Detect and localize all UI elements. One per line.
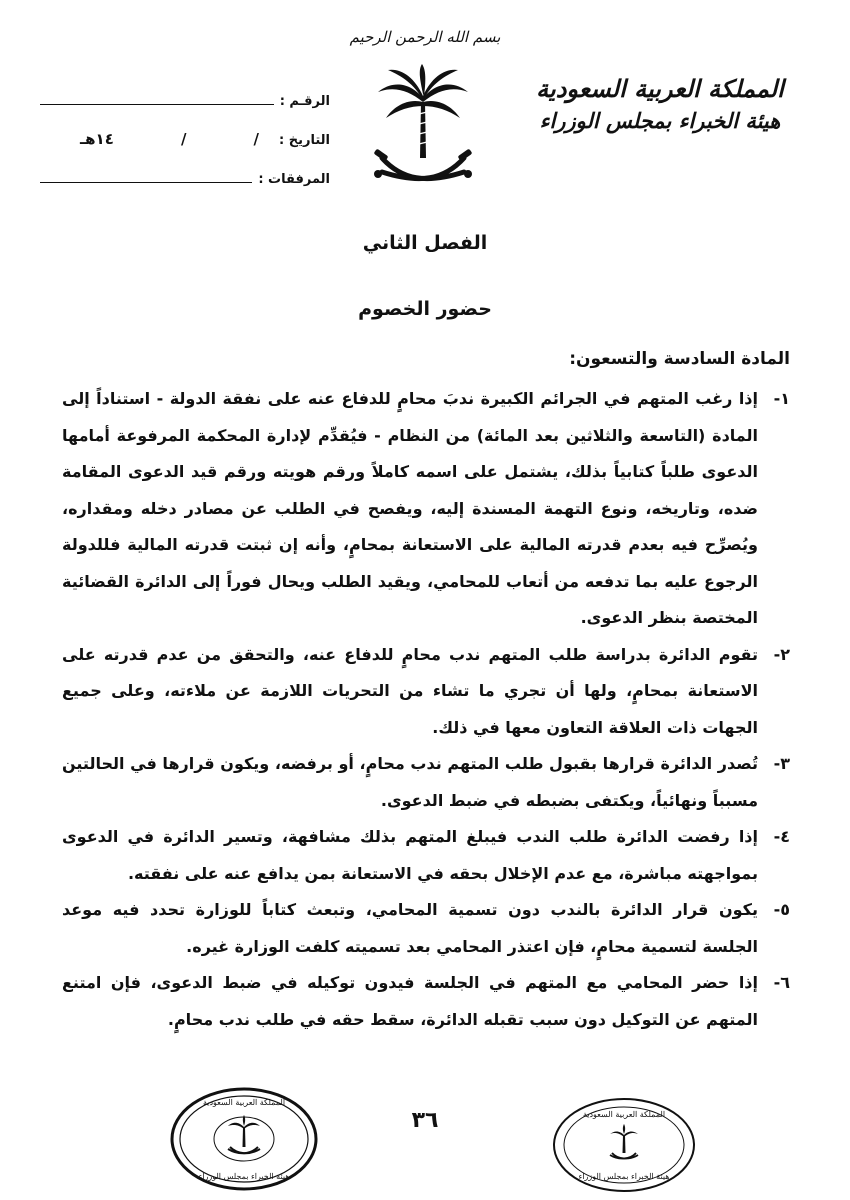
article-item — [62, 746, 790, 819]
article-item — [62, 381, 790, 637]
attachments-row — [40, 148, 330, 187]
seal-right-bottom-text: هيئة الخبراء بمجلس الوزراء — [578, 1172, 670, 1181]
article-item — [62, 819, 790, 892]
attachments-line — [40, 181, 252, 183]
item-number: ٣- — [773, 754, 790, 773]
org-line-country: المملكة العربية السعودية — [536, 74, 784, 103]
palm-and-swords-emblem — [368, 62, 478, 194]
item-text: يكون قرار الدائرة بالندب دون تسمية المحامي، وتبعث كتاباً للوزارة تحدد فيه موعد الجلسة لتسمية محامٍ، فإن اعتذر المحامي بعد تسميته كلفت الوزارة غيره. — [62, 900, 758, 956]
item-text: إذا حضر المحامي مع المتهم في الجلسة فيدون توكيله في ضبط الدعوى، فإن امتنع المتهم عن التوكيل دون سبب تقبله الدائرة، سقط حقه في طلب ندب محامٍ. — [62, 973, 758, 1029]
item-text: تُصدر الدائرة قرارها بقبول طلب المتهم ندب محامٍ، أو برفضه، ويكون قرارها في الحالتين مسبباً ونهائياً، ويكتفى بضبطه في ضبط الدعوى. — [62, 754, 758, 810]
item-number: ١- — [773, 389, 790, 408]
basmala: بسم الله الرحمن الرحيم — [349, 28, 501, 46]
article-body — [62, 345, 790, 1038]
seal-left-top-text: المملكة العربية السعودية — [202, 1098, 286, 1107]
organization-name — [510, 72, 810, 136]
date-label: التاريخ : — [279, 133, 330, 148]
date-suffix: ١٤هـ — [80, 130, 114, 148]
date-slash: / — [253, 130, 260, 148]
date-value — [40, 130, 279, 148]
item-number: ٢- — [773, 644, 790, 664]
item-text: تقوم الدائرة بدراسة طلب المتهم ندب محامٍ للدفاع عنه، والتحقق من عدم قدرته على الاستعانة بمحامٍ، ولها أن تجري ما تشاء من التحريات اللازمة عن ملاءته، وعلى جميع الجهات ذات العلاقة التعاون معها في ذلك. — [62, 644, 758, 737]
item-number: ٤- — [773, 827, 790, 846]
attachments-label: المرفقات : — [258, 172, 330, 187]
official-seal-left — [168, 1085, 320, 1193]
ref-line — [40, 103, 274, 105]
official-seal-right — [548, 1095, 700, 1195]
ref-label: الرقـم : — [279, 94, 330, 109]
section-title: حضور الخصوم — [358, 298, 492, 320]
seal-left-bottom-text: هيئة الخبراء بمجلس الوزراء — [198, 1172, 290, 1181]
item-number: ٦- — [773, 973, 790, 992]
org-line-authority: هيئة الخبراء بمجلس الوزراء — [539, 108, 781, 133]
seal-right-top-text: المملكة العربية السعودية — [582, 1110, 666, 1119]
ref-row — [40, 70, 330, 109]
item-text: إذا رفضت الدائرة طلب الندب فيبلغ المتهم بذلك مشافهة، وتسير الدائرة في الدعوى بمواجهته مباشرة، مع عدم الإخلال بحقه في الاستعانة بمن يدافع عنه على نفقته. — [62, 827, 758, 883]
item-number: ٥- — [773, 900, 790, 919]
date-row — [40, 109, 330, 148]
item-text: إذا رغب المتهم في الجرائم الكبيرة ندبَ محامٍ للدفاع عنه على نفقة الدولة - استناداً إلى المادة (التاسعة والثلاثين بعد المائة) من النظام - فيُقدِّم لإدارة المحكمة المرفوعة أمامها الدعوى طلباً كتابياً بذلك، يشتمل على اسمه كاملاً ورقم هويته ورقم قيد الدعوى المقامة ضده، وتاريخه، ونوع التهمة المسندة إليه، ويفصح في الطلب عن مصادر دخله ومقداره، ويُصرِّح فيه بعدم قدرته المالية على الاستعانة بمحامٍ، وأنه إن ثبتت قدرته المالية فللدولة الرجوع عليه بما تدفعه من أتعاب للمحامي، ويقيد الطلب ويحال فوراً إلى الدائرة القضائية المختصة بنظر الدعوى. — [62, 389, 758, 627]
article-item — [62, 892, 790, 965]
article-item — [62, 965, 790, 1038]
letter-meta-fields — [40, 70, 330, 187]
page-number: ٣٦ — [411, 1108, 439, 1133]
date-slash: / — [180, 130, 187, 148]
chapter-title: الفصل الثاني — [362, 232, 488, 254]
article-item — [62, 637, 790, 747]
article-heading: المادة السادسة والتسعون: — [569, 349, 790, 369]
